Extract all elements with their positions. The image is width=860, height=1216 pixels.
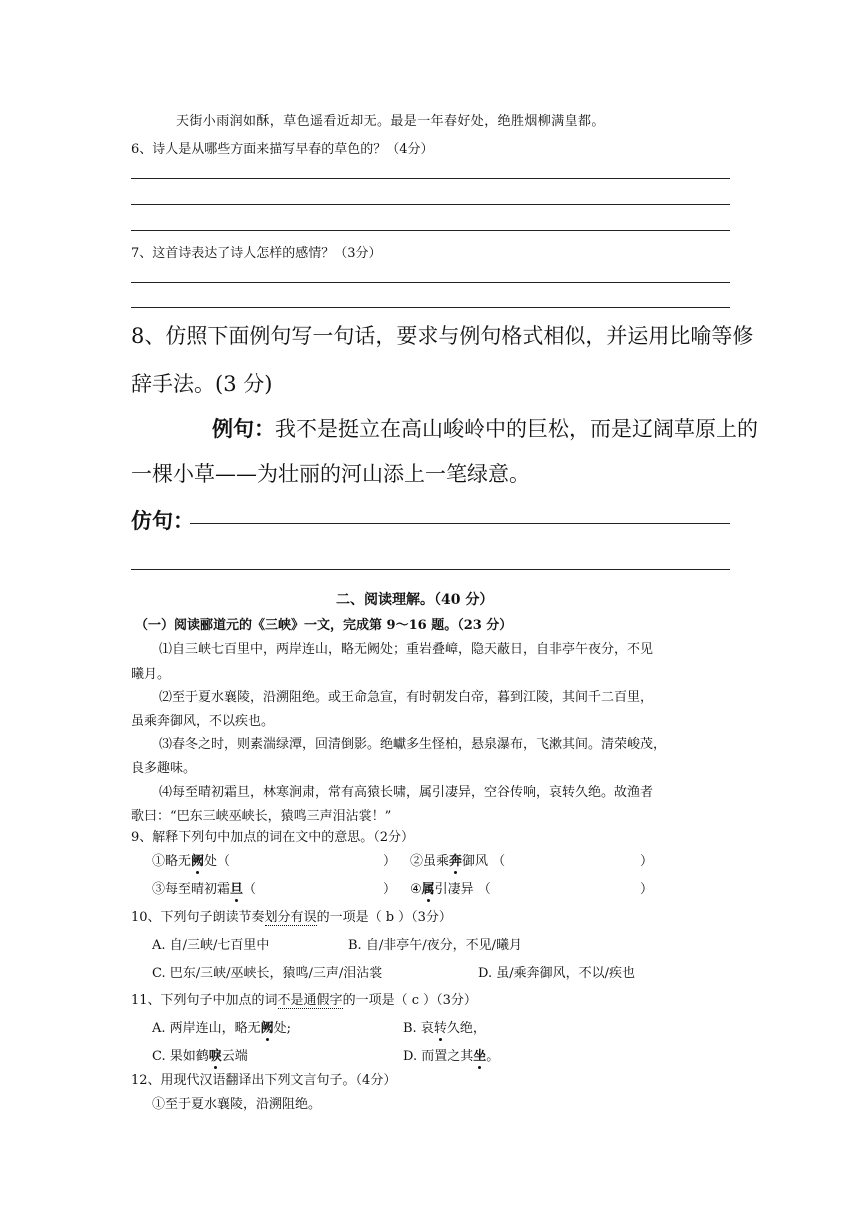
q9-item-4-close: ） xyxy=(640,882,654,897)
q9-item-3-close: ） xyxy=(383,882,397,897)
q12-item-1: ①至于夏水襄陵，沿溯阻绝。 xyxy=(152,1097,322,1112)
example-label: 例句： xyxy=(212,416,275,441)
q9-item-2-close: ） xyxy=(640,854,654,869)
dotted-word: 阙 xyxy=(261,1017,274,1036)
dotted-word: 转 xyxy=(434,1017,447,1036)
q11-option-b: B. 哀转久绝， xyxy=(403,1017,486,1036)
dotted-word: 唳 xyxy=(209,1045,222,1064)
passage-p1: ⑴自三峡七百里中，两岸连山，略无阙处；重岩叠嶂，隐天蔽日，自非亭午夜分，不见 xyxy=(159,642,654,657)
q11-option-d: D. 而置之其坐。 xyxy=(403,1045,499,1064)
q9-item-3: ③每至晴初霜旦（ xyxy=(152,878,256,897)
question-9: 9、解释下列句中加点的词在文中的意思。（2分） xyxy=(131,830,415,845)
passage-p3: ⑶春冬之时，则素湍绿潭，回清倒影。绝巘多生怪柏，悬泉瀑布，飞漱其间。清荣峻茂， xyxy=(159,737,667,752)
dotted-word: 旦 xyxy=(230,878,243,897)
answer-line xyxy=(131,178,730,179)
handwritten-answer: c xyxy=(411,993,419,1008)
passage-p2: ⑵至于夏水襄陵，沿溯阻绝。或王命急宣，有时朝发白帝，暮到江陵，其间千二百里， xyxy=(159,690,654,705)
dotted-word: 阙 xyxy=(191,850,204,869)
example-sentence-cont: 一棵小草——为壮丽的河山添上一笔绿意。 xyxy=(131,462,530,486)
section-2-title: 二、阅读理解。（40 分） xyxy=(336,592,494,608)
dotted-word: 奔 xyxy=(449,850,462,869)
emphasis-dotted: 划分有误 xyxy=(264,910,317,925)
dotted-word: 属 xyxy=(422,878,435,897)
poem-line: 天街小雨润如酥，草色遥看近却无。最是一年春好处，绝胜烟柳满皇都。 xyxy=(176,114,605,129)
question-6: 6、诗人是从哪些方面来描写早春的草色的？（4分） xyxy=(131,142,434,157)
answer-line xyxy=(131,307,730,308)
question-12: 12、用现代汉语翻译出下列文言句子。（4分） xyxy=(131,1073,397,1088)
example-text: 我不是挺立在高山峻岭中的巨松，而是辽阔草原上的 xyxy=(275,417,758,441)
imitate-answer-line xyxy=(131,569,730,570)
question-8-line1: 8、仿照下面例句写一句话，要求与例句格式相似，并运用比喻等修 xyxy=(131,324,754,348)
passage-p2-cont: 虽乘奔御风，不以疾也。 xyxy=(131,714,275,729)
question-10: 10、下列句子朗读节奏划分有误的一项是（ b ）（3分） xyxy=(131,910,452,925)
q11-option-c: C. 果如鹤唳云端 xyxy=(152,1045,248,1064)
dotted-word: 坐 xyxy=(473,1045,486,1064)
passage-p4: ⑷每至晴初霜旦，林寒涧肃，常有高猿长啸，属引凄异，空谷传响，哀转久绝。故渔者 xyxy=(159,785,654,800)
emphasis-dotted: 不是通假字 xyxy=(277,993,343,1008)
q10-option-c: C. 巴东/三峡/巫峡长，猿鸣/三声/泪沾裳 xyxy=(152,966,383,981)
q10-option-b: B. 自/非亭午/夜分，不见/曦月 xyxy=(348,938,522,953)
passage-p4-cont: 歌曰：“巴东三峡巫峡长，猿鸣三声泪沾裳！” xyxy=(131,809,392,824)
question-8-line2: 辞手法。(3 分) xyxy=(131,372,273,396)
q11-option-a: A. 两岸连山，略无阙处; xyxy=(152,1017,291,1036)
imitate-answer-line xyxy=(190,523,730,524)
answer-line xyxy=(131,282,730,283)
question-7: 7、这首诗表达了诗人怎样的感情？（3分） xyxy=(131,246,382,261)
passage-p3-cont: 良多趣味。 xyxy=(131,761,197,776)
imitate-label: 仿句： xyxy=(131,508,194,533)
q9-item-1: ①略无阙处（ xyxy=(152,850,230,869)
q9-item-4: ④属引凄异 （ xyxy=(410,878,491,897)
question-11: 11、下列句子中加点的词不是通假字的一项是（ c ）（3分） xyxy=(131,993,477,1008)
handwritten-answer: b xyxy=(385,910,395,925)
answer-line xyxy=(131,204,730,205)
q10-option-a: A. 自/三峡/七百里中 xyxy=(152,938,270,953)
example-sentence xyxy=(212,413,758,443)
passage-p1-cont: 曦月。 xyxy=(131,667,171,682)
q9-item-2: ②虽乘奔御风 （ xyxy=(410,850,505,869)
part-1-title: （一）阅读郦道元的《三峡》一文，完成第 9～16 题。（23 分） xyxy=(135,618,513,633)
q9-item-1-close: ） xyxy=(383,854,397,869)
answer-line xyxy=(131,230,730,231)
q10-option-d: D. 虽/乘奔御风，不以/疾也 xyxy=(478,966,635,981)
